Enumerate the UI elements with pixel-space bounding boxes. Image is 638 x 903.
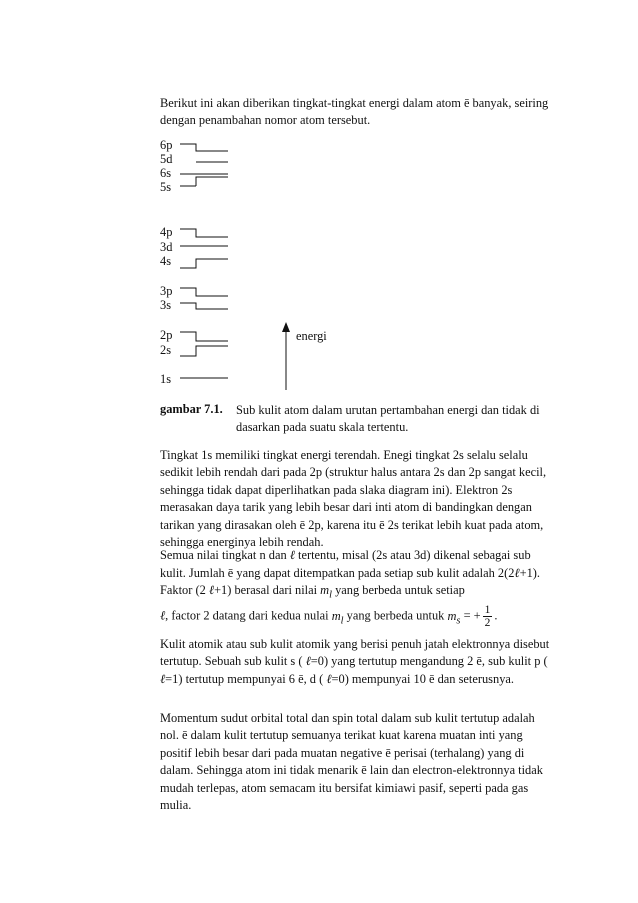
ml-symbol: $m_l$ — [331, 608, 344, 627]
fraction-one-half: $\frac{1}{2}$ — [484, 604, 491, 630]
figure-caption-label: gambar 7.1. — [160, 402, 223, 416]
ell-symbol: ℓ — [289, 548, 295, 562]
level-label-3p: 3p — [160, 284, 173, 298]
level-line-4s — [180, 259, 228, 268]
ell-symbol: ℓ — [160, 608, 166, 623]
paragraph-1: Tingkat 1s memiliki tingkat energi terendah. Enegi tingkat 2s selalu selalu sedikit lebih rendah dari pada 2p (struktur halus antara 2s dan 2p sangat kecil, sehingga tidak dapat diperlihatkan pada slaka diagram ini). Elektron 2s merasakan daya tarik yang lebih besar dari inti atom di bandingkan dengan tarikan yang dirasakan oleh ē 2p, karena itu ē 2s terikat lebih kuat pada atom, sehingga energinya lebih rendah. — [160, 448, 547, 550]
level-line-3p — [180, 288, 228, 296]
level-line-3s — [180, 303, 228, 309]
level-label-6s: 6s — [160, 166, 172, 180]
intro-paragraph: Berikut ini akan diberikan tingkat-tingkat energi dalam atom ē banyak, seiring dengan penambahan nomor atom tersebut. — [160, 96, 549, 128]
ell-symbol: ℓ — [514, 565, 520, 580]
level-label-2s: 2s — [160, 343, 172, 357]
level-label-2p: 2p — [160, 328, 173, 342]
level-line-2s — [180, 346, 228, 356]
level-label-4s: 4s — [160, 254, 172, 268]
paragraph-4: Momentum sudut orbital total dan spin total dalam sub kulit tertutup adalah nol. ē dalam kulit tertutup semuanya terikat kuat karena muatan inti yang positif lebih besar dari pada muatan negative ē perisai (terhalang) yang di dalam. Sehingga atom ini tidak menarik ē lain dan electron-elektronnya tidak mudah terlepas, atom semacam itu bersifat kimiawi pasif, seperti pada gas mulia. — [160, 711, 543, 813]
energy-label: energi — [296, 329, 327, 343]
level-line-2p — [180, 332, 228, 341]
level-label-5s: 5s — [160, 180, 172, 194]
energy-arrow-head — [282, 322, 290, 332]
paragraph-2: Semua nilai tingkat n dan ℓ tertentu, misal (2s atau 3d) dikenal sebagai sub kulit. Jumlah ē yang dapat ditempatkan pada setiap sub kulit adalah 2(2ℓ+1). Faktor (2 ℓ+1) berasal dari nilai $m_l$ yang berbeda untuk setiap ℓ, factor 2 datang dari kedua nulai $m_l$ yang berbeda untuk $m_s$ = + $\frac{1}{2}$ . — [160, 548, 541, 630]
figure-caption-text: Sub kulit atom dalam urutan pertambahan energi dan tidak di dasarkan pada suatu skala tertentu. — [236, 403, 540, 435]
level-label-4p: 4p — [160, 225, 173, 239]
level-label-6p: 6p — [160, 138, 173, 152]
level-label-3s: 3s — [160, 298, 172, 312]
ell-symbol: ℓ — [326, 671, 332, 686]
paragraph-3: Kulit atomik atau sub kulit atomik yang berisi penuh jatah elektronnya disebut tertutup. Sebuah sub kulit s ( ℓ=0) yang tertutup mengandung 2 ē, sub kulit p ( ℓ=1) tertutup mempunyai 6 ē, d ( ℓ=0) mempunyai 10 ē dan seterusnya. — [160, 637, 550, 686]
ms-symbol: $m_s$ — [447, 608, 461, 627]
ml-symbol: $m_l$ — [320, 583, 332, 601]
level-line-6p — [180, 144, 228, 151]
ell-symbol: ℓ — [160, 671, 166, 686]
level-line-4p — [180, 229, 228, 237]
level-line-5s — [196, 177, 228, 186]
level-label-3d: 3d — [160, 240, 173, 254]
level-label-1s: 1s — [160, 372, 172, 386]
ell-symbol: ℓ — [305, 654, 311, 669]
level-label-5d: 5d — [160, 152, 173, 166]
ell-symbol: ℓ — [208, 583, 215, 598]
